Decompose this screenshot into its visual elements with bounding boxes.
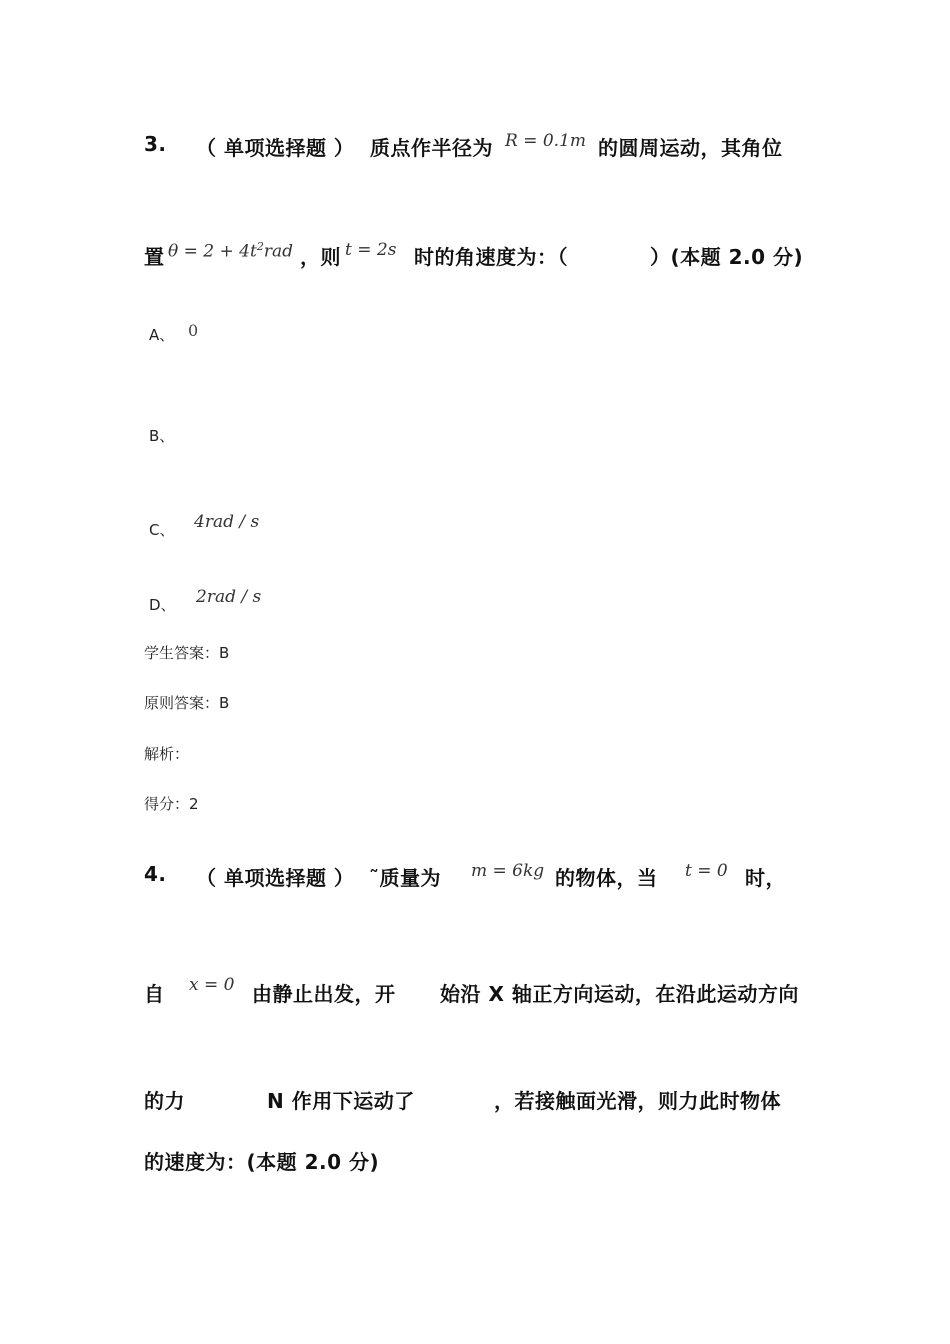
question-4-stem-part: 的力	[144, 1089, 185, 1113]
option-d-label[interactable]: D、	[149, 596, 176, 614]
question-3-type: （ 单项选择题 ）	[196, 136, 355, 160]
question-4-stem-part: 由静止出发，开	[252, 982, 396, 1006]
student-answer: 学生答案：B	[144, 644, 230, 662]
option-a-label[interactable]: A、	[149, 326, 175, 344]
score: 得分：2	[144, 795, 199, 813]
standard-answer: 原则答案：B	[144, 694, 230, 712]
question-3-stem-part: 时的角速度为：（ ）(本题 2.0 分)	[414, 245, 804, 269]
question-4-stem-part: 始沿 X 轴正方向运动，在沿此运动方向	[440, 982, 799, 1006]
question-4-stem-part: 时，	[745, 866, 786, 890]
question-4-stem-part: ，若接触面光滑，则力此时物体	[494, 1089, 781, 1113]
formula-mass: m = 6kg	[471, 861, 545, 881]
question-4-stem-part: N 作用下运动了	[267, 1089, 415, 1113]
question-3-stem-part: 的圆周运动，其角位	[598, 136, 783, 160]
option-c-value: 4rad / s	[194, 512, 260, 532]
question-3-stem-part: ，则	[300, 245, 341, 269]
option-a-value: 0	[188, 321, 199, 340]
option-c-label[interactable]: C、	[149, 521, 175, 539]
formula-radius: R = 0.1m	[505, 131, 587, 151]
question-4-number: 4.	[144, 862, 167, 886]
option-b-label[interactable]: B、	[149, 427, 175, 445]
formula-initial-time: t = 0	[685, 861, 728, 881]
question-3-stem-part: 质点作半径为	[370, 136, 493, 160]
question-3-number: 3.	[144, 132, 167, 156]
question-3-stem-part: 置	[144, 245, 165, 269]
question-4-stem-part: 的物体，当	[555, 866, 658, 890]
formula-initial-position: x = 0	[189, 975, 235, 995]
question-4-stem-part: ˜质量为	[369, 866, 441, 890]
question-4-stem-part: 的速度为：(本题 2.0 分)	[144, 1150, 380, 1174]
formula-angular-position: $\theta = 2 + 4t^2rad$	[168, 240, 293, 262]
question-4-stem-part: 自	[144, 982, 165, 1006]
option-d-value: 2rad / s	[196, 587, 262, 607]
analysis-label: 解析：	[144, 745, 190, 763]
formula-time: t = 2s	[345, 240, 397, 260]
question-4-type: （ 单项选择题 ）	[196, 866, 355, 890]
